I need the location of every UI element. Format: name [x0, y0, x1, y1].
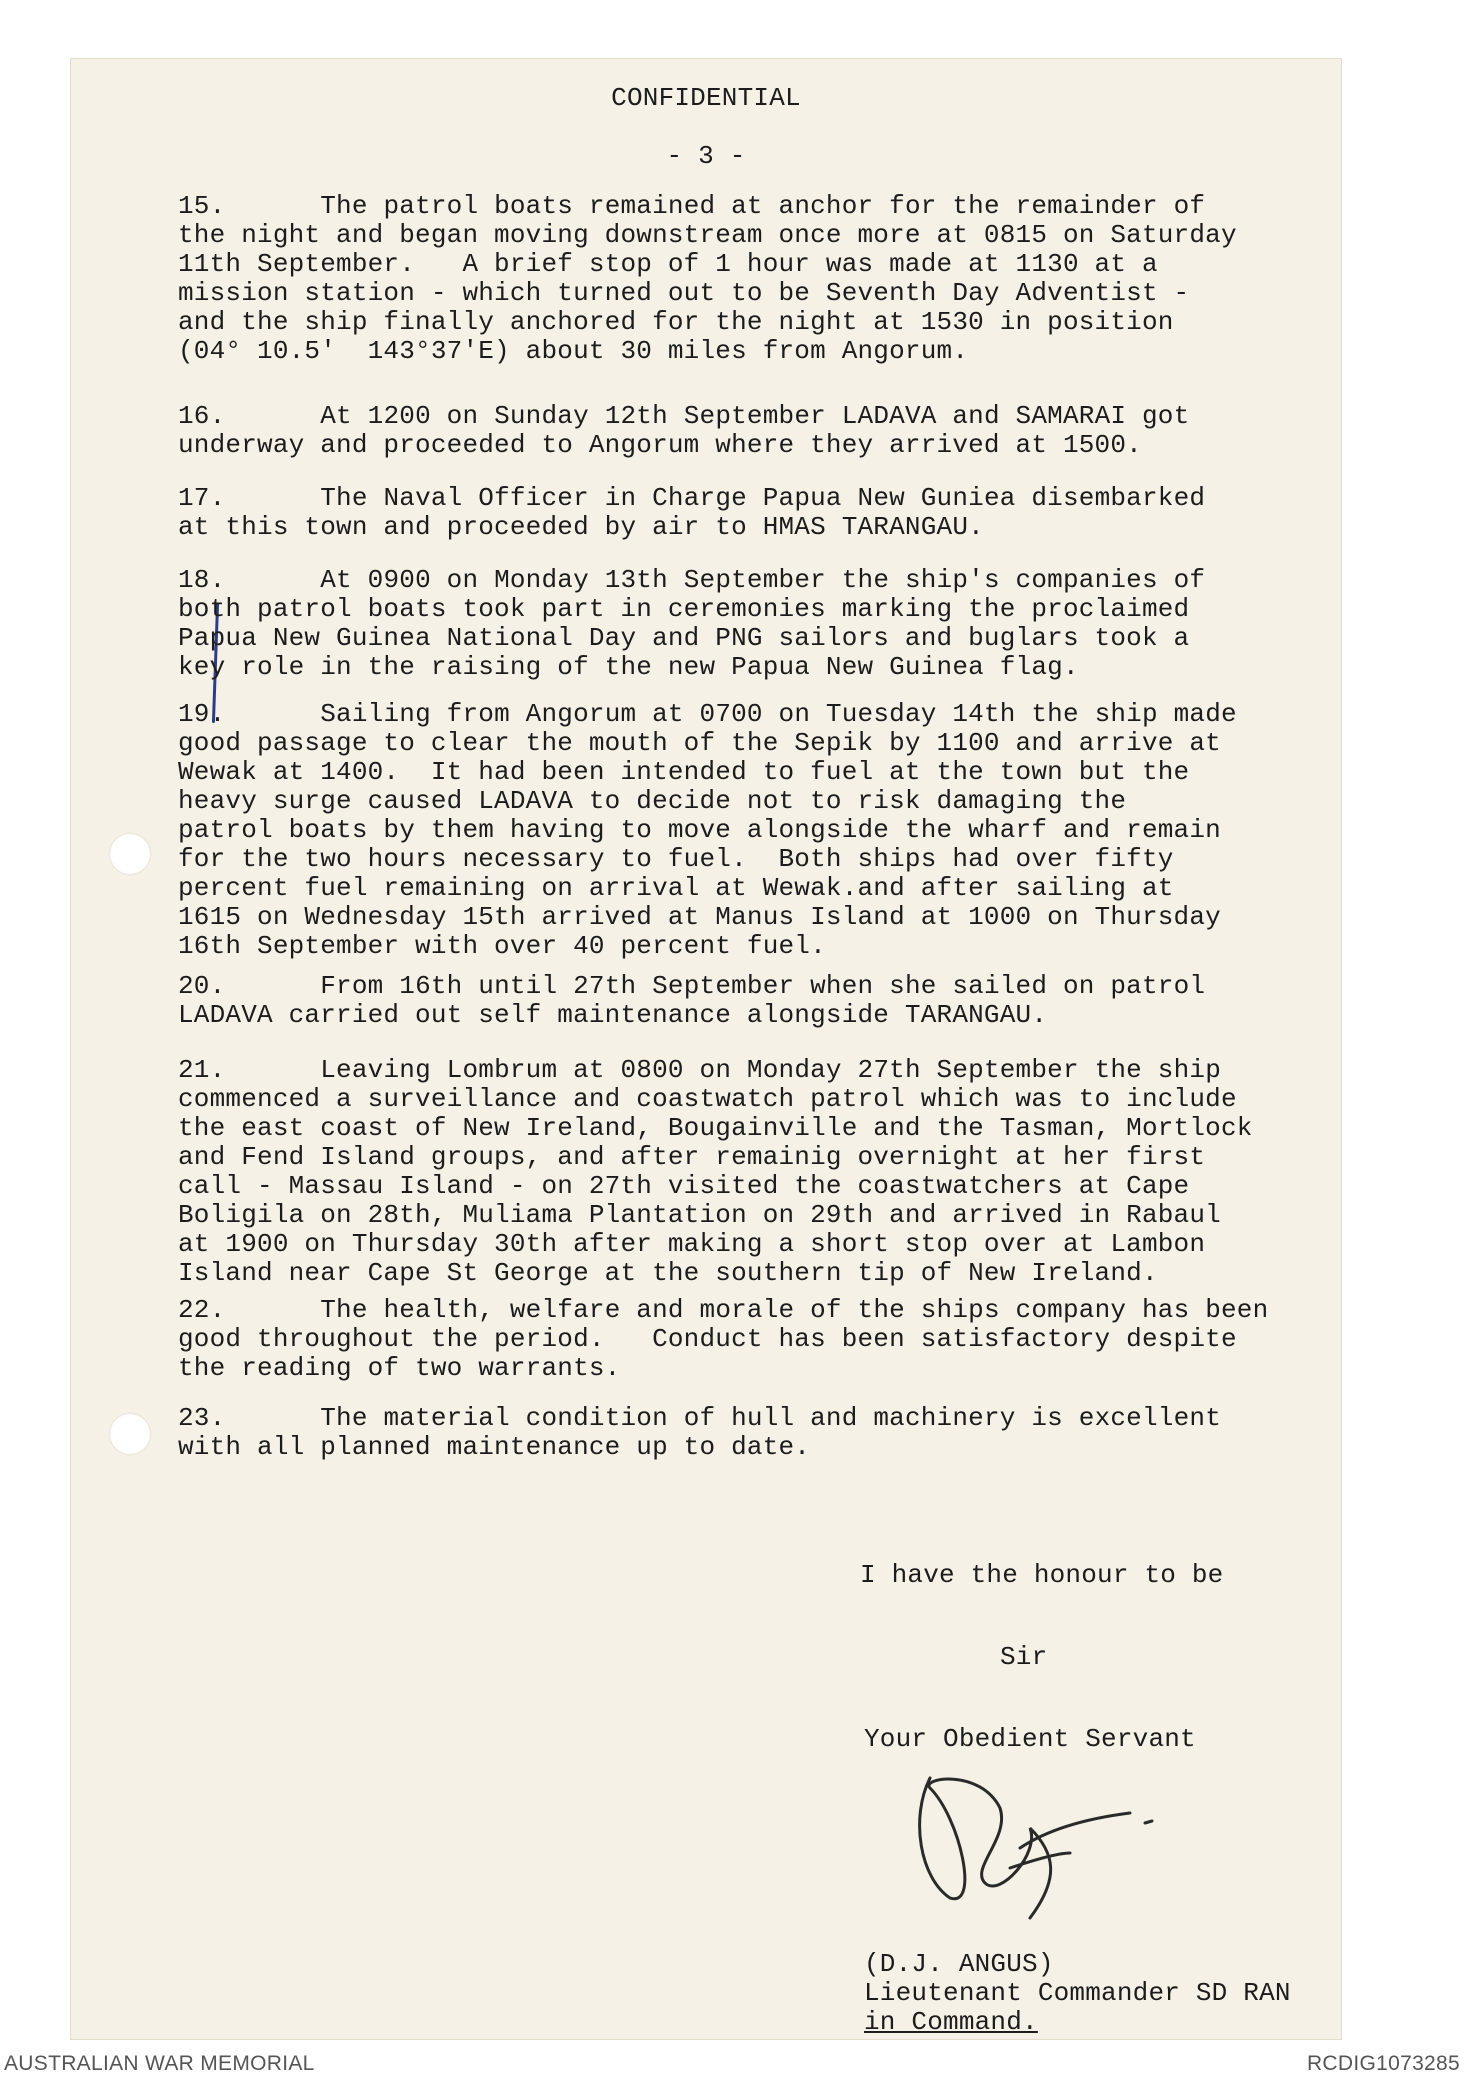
paragraph-line — [178, 1201, 1328, 1230]
paragraph-line-text: The material condition of hull and machinery is excellent — [320, 1403, 1221, 1433]
paragraph-line-text: percent fuel remaining on arrival at Wewak.and after sailing at — [178, 873, 1174, 903]
paragraph-line-text: the reading of two warrants. — [178, 1353, 621, 1383]
paragraph-line — [178, 1354, 1328, 1383]
paragraph-line-text: key role in the raising of the new Papua New Guinea flag. — [178, 652, 1079, 682]
paragraph-number: 21. — [178, 1055, 226, 1085]
footer-source: AUSTRALIAN WAR MEMORIAL — [4, 2052, 315, 2075]
signatory-role: in Command. — [864, 2007, 1038, 2037]
paragraph — [178, 972, 1328, 1030]
paragraph-line — [178, 308, 1328, 337]
signatory-rank: Lieutenant Commander SD RAN — [864, 1978, 1291, 2008]
paragraph-line — [178, 431, 1328, 460]
paragraph — [178, 1404, 1328, 1462]
paragraph-line — [178, 729, 1328, 758]
paragraph-line — [178, 1259, 1328, 1288]
paragraph-line — [178, 903, 1328, 932]
paragraph-line-text: good passage to clear the mouth of the Sepik by 1100 and arrive at — [178, 728, 1221, 758]
salutation: Sir — [1000, 1642, 1048, 1672]
paragraph-line-text: Papua New Guinea National Day and PNG sailors and buglars took a — [178, 623, 1190, 653]
paragraph-first-line — [178, 1404, 1328, 1433]
paragraph-line-text: patrol boats by them having to move alongside the wharf and remain — [178, 815, 1221, 845]
punch-hole-lower — [110, 1414, 150, 1454]
paragraph-first-line — [178, 192, 1328, 221]
paragraph-first-line — [178, 700, 1328, 729]
paragraph-first-line — [178, 484, 1328, 513]
paragraph-line — [178, 1001, 1328, 1030]
paragraph-line-text: From 16th until 27th September when she sailed on patrol — [320, 971, 1206, 1001]
paragraph-line-text: Sailing from Angorum at 0700 on Tuesday 14th the ship made — [320, 699, 1237, 729]
paragraph-line — [178, 513, 1328, 542]
paragraph-line-text: at this town and proceeded by air to HMAS TARANGAU. — [178, 512, 984, 542]
paragraph-line-text: mission station - which turned out to be Seventh Day Adventist - — [178, 278, 1190, 308]
paragraph-line-text: at 1900 on Thursday 30th after making a short stop over at Lambon — [178, 1229, 1206, 1259]
paragraph-line — [178, 624, 1328, 653]
paragraph-line-text: The health, welfare and morale of the ships company has been — [320, 1295, 1269, 1325]
paragraph — [178, 402, 1328, 460]
paragraph-line-text: commenced a surveillance and coastwatch patrol which was to include — [178, 1084, 1237, 1114]
paragraph-line-text: 16th September with over 40 percent fuel. — [178, 931, 826, 961]
paragraph-line — [178, 1172, 1328, 1201]
classification-heading: CONFIDENTIAL — [611, 83, 801, 113]
paragraph-line — [178, 758, 1328, 787]
paragraph-line-text: and Fend Island groups, and after remainig overnight at her first — [178, 1142, 1206, 1172]
paragraph-line-text: The patrol boats remained at anchor for the remainder of — [320, 191, 1206, 221]
paragraph — [178, 1296, 1328, 1383]
paragraph-number: 20. — [178, 971, 226, 1001]
paragraph-line-text: and the ship finally anchored for the night at 1530 in position — [178, 307, 1174, 337]
paragraph-line-text: Boligila on 28th, Muliama Plantation on 29th and arrived in Rabaul — [178, 1200, 1221, 1230]
paragraph-line — [178, 874, 1328, 903]
paragraph-line-text: the east coast of New Ireland, Bougainville and the Tasman, Mortlock — [178, 1113, 1253, 1143]
paragraph-line — [178, 1433, 1328, 1462]
paragraph-line-text: 11th September. A brief stop of 1 hour was made at 1130 at a — [178, 249, 1158, 279]
paragraph-line — [178, 787, 1328, 816]
paragraph-line-text: Leaving Lombrum at 0800 on Monday 27th September the ship — [320, 1055, 1221, 1085]
paragraph-number: 22. — [178, 1295, 226, 1325]
closing-line: I have the honour to be — [860, 1560, 1224, 1590]
valediction: Your Obedient Servant — [864, 1724, 1196, 1754]
paragraph-line — [178, 653, 1328, 682]
paragraph-line — [178, 221, 1328, 250]
paragraph-line-text: with all planned maintenance up to date. — [178, 1432, 811, 1462]
paragraph-line-text: heavy surge caused LADAVA to decide not to risk damaging the — [178, 786, 1127, 816]
document-page — [70, 58, 1342, 2040]
signature — [890, 1758, 1190, 1928]
paragraph-number: 15. — [178, 191, 226, 221]
paragraph-line-text: call - Massau Island - on 27th visited the coastwatchers at Cape — [178, 1171, 1190, 1201]
paragraph-line — [178, 1325, 1328, 1354]
paragraph-line-text: the night and began moving downstream once more at 0815 on Saturday — [178, 220, 1237, 250]
punch-hole-upper — [110, 834, 150, 874]
paragraph-line — [178, 279, 1328, 308]
paragraph — [178, 1056, 1328, 1288]
paragraph-number: 19. — [178, 699, 226, 729]
paragraph-line — [178, 337, 1328, 366]
paragraph-line — [178, 1085, 1328, 1114]
paragraph-number: 16. — [178, 401, 226, 431]
paragraph-line — [178, 1143, 1328, 1172]
paragraph-line-text: At 0900 on Monday 13th September the ship's companies of — [320, 565, 1206, 595]
paragraph-number: 23. — [178, 1403, 226, 1433]
paragraph-line-text: Wewak at 1400. It had been intended to fuel at the town but the — [178, 757, 1190, 787]
page-number: - 3 - — [666, 141, 746, 171]
paragraph-line-text: (04° 10.5' 143°37'E) about 30 miles from Angorum. — [178, 336, 969, 366]
paragraph-number: 17. — [178, 483, 226, 513]
signatory-name: (D.J. ANGUS) — [864, 1949, 1054, 1979]
paragraph-first-line — [178, 1056, 1328, 1085]
paragraph-line — [178, 816, 1328, 845]
paragraph-line-text: Island near Cape St George at the southern tip of New Ireland. — [178, 1258, 1158, 1288]
paragraph-line — [178, 1230, 1328, 1259]
paragraph-line-text: LADAVA carried out self maintenance alongside TARANGAU. — [178, 1000, 1048, 1030]
paragraph-line-text: 1615 on Wednesday 15th arrived at Manus Island at 1000 on Thursday — [178, 902, 1221, 932]
paragraph-line-text: At 1200 on Sunday 12th September LADAVA and SAMARAI got — [320, 401, 1190, 431]
paragraph — [178, 700, 1328, 961]
footer-record-id: RCDIG1073285 — [1306, 2052, 1460, 2075]
paragraph-line — [178, 250, 1328, 279]
paragraph-line-text: for the two hours necessary to fuel. Both ships had over fifty — [178, 844, 1174, 874]
paragraph-first-line — [178, 1296, 1328, 1325]
paragraph-first-line — [178, 402, 1328, 431]
paragraph-line — [178, 1114, 1328, 1143]
paragraph-line — [178, 595, 1328, 624]
paragraph-line-text: good throughout the period. Conduct has been satisfactory despite — [178, 1324, 1237, 1354]
paragraph-line-text: underway and proceeded to Angorum where they arrived at 1500. — [178, 430, 1142, 460]
paragraph-line-text: both patrol boats took part in ceremonies marking the proclaimed — [178, 594, 1190, 624]
paragraph-number: 18. — [178, 565, 226, 595]
paragraph-first-line — [178, 972, 1328, 1001]
paragraph — [178, 566, 1328, 682]
paragraph — [178, 484, 1328, 542]
paragraph-line-text: The Naval Officer in Charge Papua New Guniea disembarked — [320, 483, 1206, 513]
paragraph-first-line — [178, 566, 1328, 595]
paragraph-line — [178, 845, 1328, 874]
paragraph — [178, 192, 1328, 366]
paragraph-line — [178, 932, 1328, 961]
